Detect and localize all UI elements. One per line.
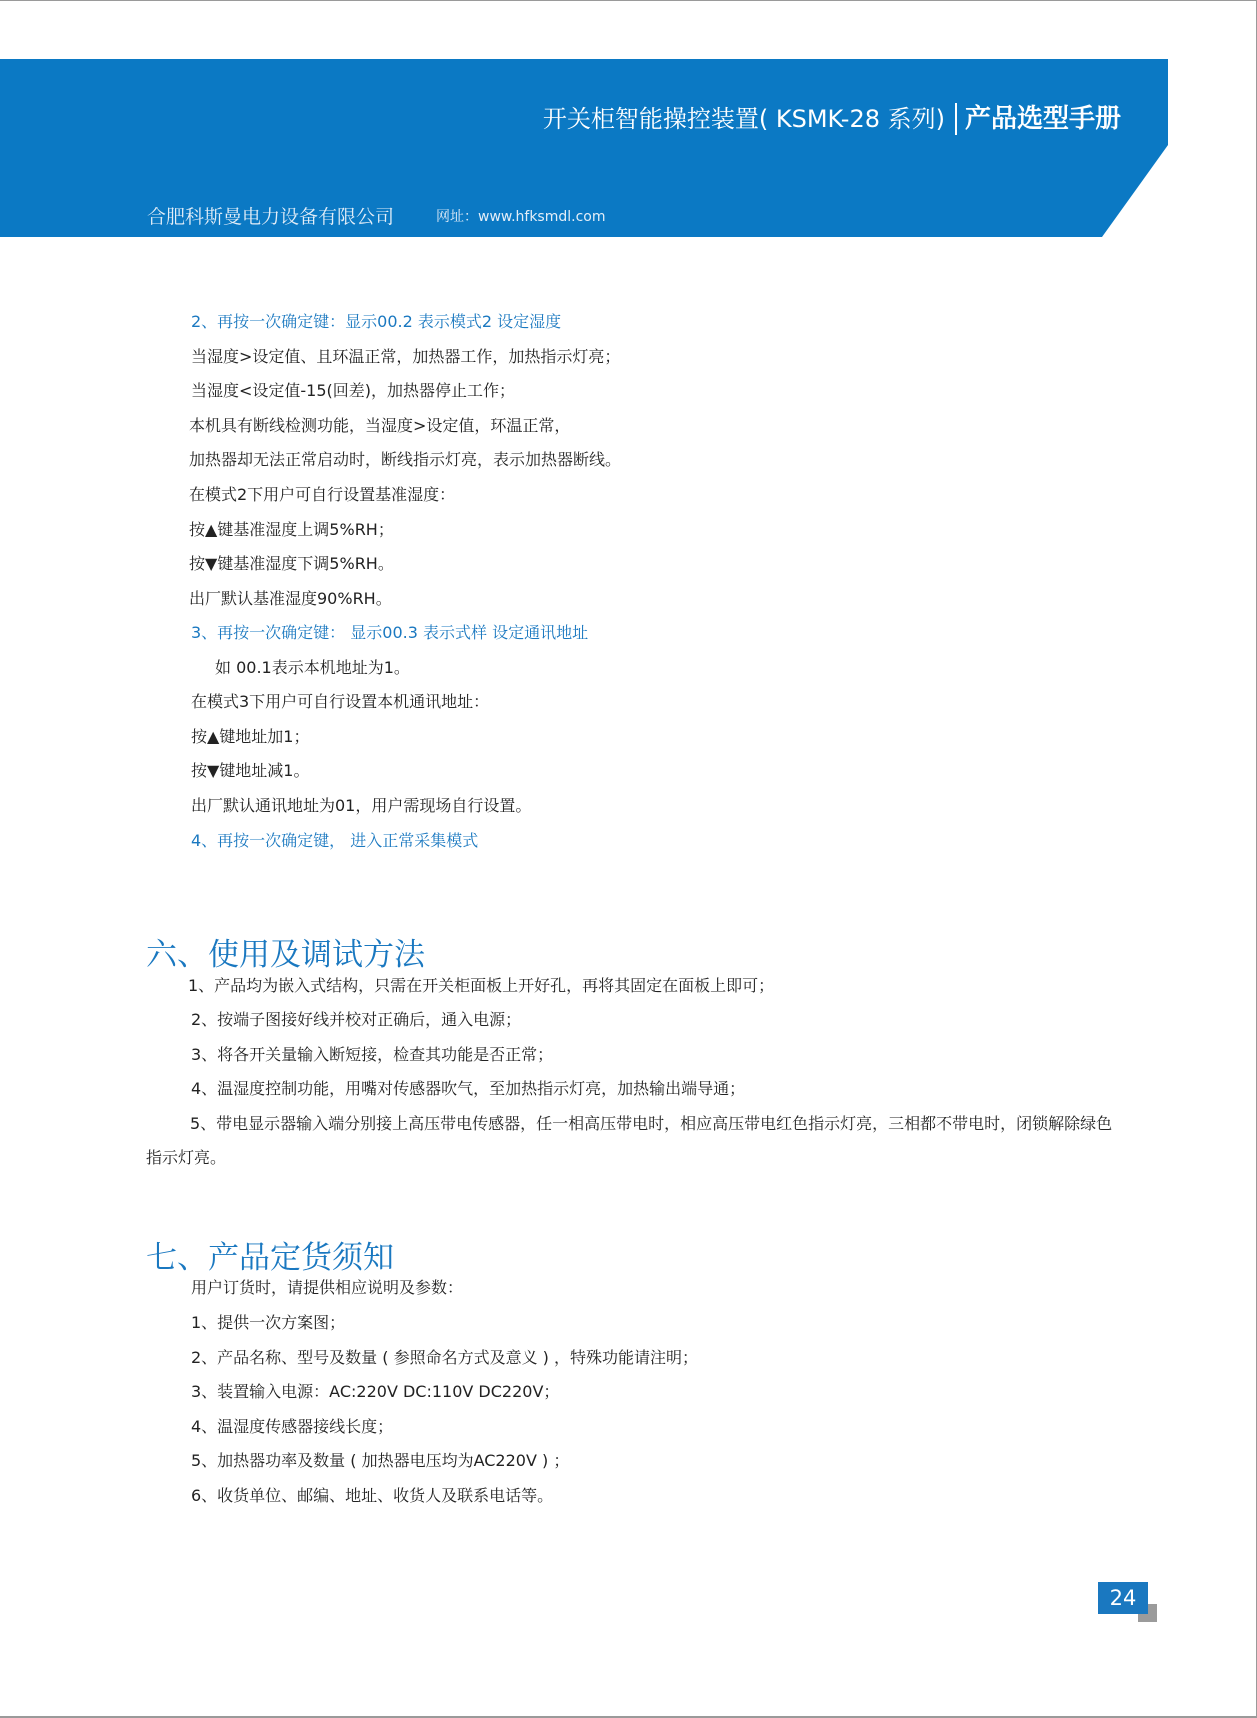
section-6-item: 1、产品均为嵌入式结构，只需在开关柜面板上开好孔，再将其固定在面板上即可；	[188, 976, 775, 995]
section-6-title: 六、使用及调试方法	[146, 937, 425, 973]
company-name: 合肥科斯曼电力设备有限公司	[147, 206, 395, 228]
title-separator	[955, 103, 957, 135]
section-6-item: 2、按端子图接好线并校对正确后，通入电源；	[191, 1010, 522, 1029]
mode-line: 按▼键基准湿度下调5%RH。	[189, 554, 394, 573]
mode-line: 本机具有断线检测功能，当湿度>设定值，环温正常，	[189, 416, 571, 435]
section-6-item: 4、温湿度控制功能，用嘴对传感器吹气，至加热指示灯亮，加热输出端导通；	[191, 1079, 746, 1098]
header-title	[543, 101, 1121, 137]
section-7-title: 七、产品定货须知	[146, 1240, 394, 1276]
mode-line: 如 00.1表示本机地址为1。	[215, 658, 410, 677]
website-address: 网址：www.hfksmdl.com	[436, 209, 606, 225]
mode-line: 当湿度<设定值-15(回差)，加热器停止工作；	[191, 381, 516, 400]
manual-title: 产品选型手册	[964, 104, 1121, 134]
mode-line: 在模式3下用户可自行设置本机通讯地址：	[191, 692, 490, 711]
page-border-top	[0, 0, 1257, 1]
section-6-item: 5、带电显示器输入端分别接上高压带电传感器，任一相高压带电时，相应高压带电红色指示灯亮，三相都不带电时，闭锁解除绿色指示灯亮。	[146, 1114, 1113, 1167]
section-7-item: 2、产品名称、型号及数量 ( 参照命名方式及意义 ) ，特殊功能请注明；	[191, 1347, 699, 1367]
section-7-item: 3、装置输入电源：AC:220V DC:110V DC220V；	[191, 1382, 560, 1401]
mode-line: 按▲键基准湿度上调5%RH；	[189, 520, 394, 539]
mode-line: 3、再按一次确定键： 显示00.3 表示式样 设定通讯地址	[191, 623, 589, 642]
section-6-item: 3、将各开关量输入断短接，检查其功能是否正常；	[191, 1045, 554, 1064]
section-7-intro: 用户订货时，请提供相应说明及参数：	[191, 1278, 464, 1297]
product-series-title: 开关柜智能操控装置( KSMK-28 系列)	[542, 105, 945, 133]
mode-line: 出厂默认通讯地址为01，用户需现场自行设置。	[191, 796, 532, 815]
section-7-item: 1、提供一次方案图；	[191, 1313, 346, 1332]
mode-line: 在模式2下用户可自行设置基准湿度：	[189, 485, 456, 504]
mode-line: 4、再按一次确定键， 进入正常采集模式	[191, 831, 479, 850]
mode-line: 2、再按一次确定键：显示00.2 表示模式2 设定湿度	[191, 312, 562, 331]
page-number: 24	[1098, 1582, 1148, 1614]
section-7-item: 6、收货单位、邮编、地址、收货人及联系电话等。	[191, 1485, 554, 1505]
mode-line: 按▼键地址减1。	[191, 761, 310, 780]
mode-line: 按▲键地址加1；	[191, 727, 310, 746]
mode-line: 当湿度>设定值、且环温正常，加热器工作，加热指示灯亮；	[191, 347, 621, 366]
mode-line: 加热器却无法正常启动时，断线指示灯亮，表示加热器断线。	[189, 450, 622, 469]
section-7-item: 5、加热器功率及数量 ( 加热器电压均为AC220V ) ；	[191, 1451, 570, 1470]
mode-line: 出厂默认基准湿度90%RH。	[189, 589, 392, 608]
section-7-item: 4、温湿度传感器接线长度；	[191, 1416, 394, 1436]
